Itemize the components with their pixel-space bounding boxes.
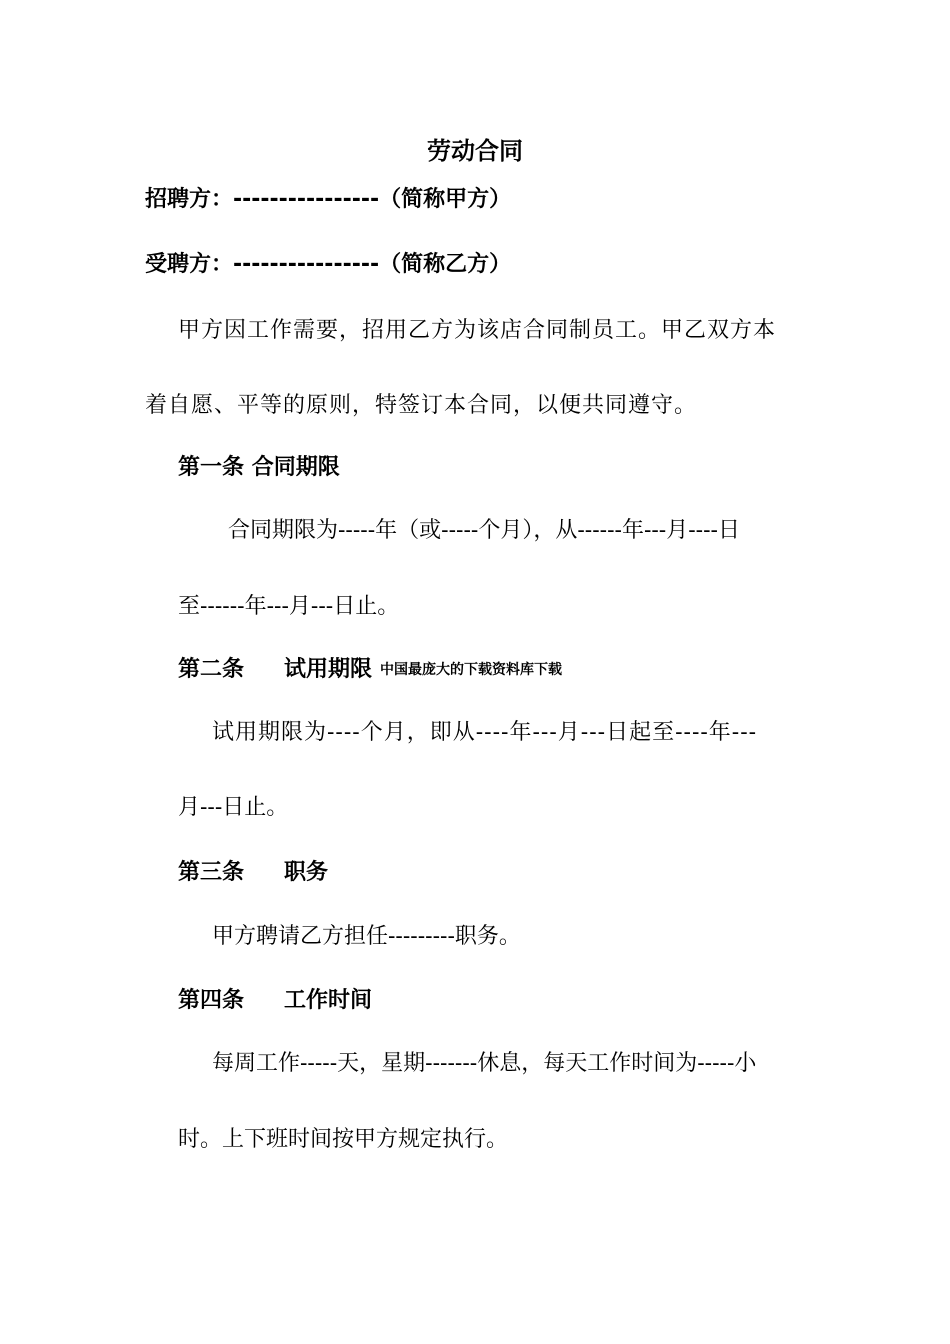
article-1-heading	[178, 457, 340, 479]
article-1-line-2: 至------年---月---日止。	[178, 594, 400, 619]
article-1-number: 第一条	[178, 455, 245, 480]
article-3-heading	[178, 862, 328, 884]
intro-line-1: 甲方因工作需要，招用乙方为该店合同制员工。甲乙双方本	[178, 318, 777, 343]
article-4-title: 工作时间	[284, 988, 373, 1013]
article-4-number: 第四条	[178, 988, 245, 1013]
article-3-line-1: 甲方聘请乙方担任---------职务。	[212, 924, 521, 949]
article-4-line-1: 每周工作-----天，星期-------休息，每天工作时间为-----小	[212, 1051, 757, 1076]
article-1-title: 合同期限	[251, 455, 340, 480]
article-2-heading	[178, 659, 562, 681]
employer-line: 招聘方：----------------（简称甲方）	[145, 187, 512, 212]
article-1-line-1: 合同期限为-----年（或-----个月），从------年---月----日	[228, 518, 740, 543]
article-3-number: 第三条	[178, 860, 245, 885]
article-4-line-2: 时。上下班时间按甲方规定执行。	[178, 1127, 509, 1152]
employee-line: 受聘方：----------------（简称乙方）	[145, 252, 512, 277]
article-2-line-2: 月---日止。	[178, 795, 289, 820]
article-2-number: 第二条	[178, 657, 245, 682]
article-2-title: 试用期限	[284, 657, 373, 682]
document-title: 劳动合同	[427, 137, 523, 165]
article-2-line-1: 试用期限为----个月，即从----年---月---日起至----年---	[212, 720, 758, 745]
article-4-heading	[178, 990, 372, 1012]
article-2-note: 中国最庞大的下载资料库下载	[380, 662, 563, 678]
intro-line-2: 着自愿、平等的原则，特签订本合同，以便共同遵守。	[145, 393, 698, 418]
article-3-title: 职务	[284, 860, 329, 885]
